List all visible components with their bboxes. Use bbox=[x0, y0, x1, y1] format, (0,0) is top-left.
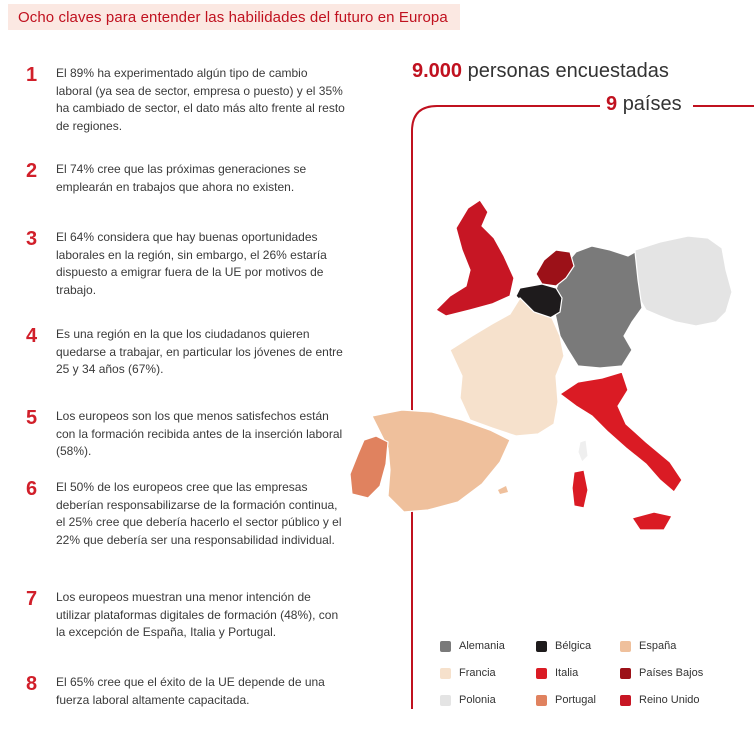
item-text: El 64% considera que hay buenas oportunidades laborales en la región, sin embargo, el 26% estaría dispuesto a emigrar fuera de la UE por motivos de trabajo. bbox=[56, 230, 327, 297]
legend-label: España bbox=[639, 640, 677, 652]
item-text: Es una región en la que los ciudadanos quieren quedarse a trabajar, en particular los jóvenes de entre 25 y 34 años (67%). bbox=[56, 327, 343, 376]
legend-label: Bélgica bbox=[555, 640, 592, 652]
page-title: Ocho claves para entender las habilidades del futuro en Europa bbox=[8, 4, 460, 30]
legend-label: Países Bajos bbox=[639, 667, 704, 679]
map-sicily bbox=[632, 512, 672, 530]
surveyed-stat bbox=[412, 60, 669, 83]
item-number: 1 bbox=[26, 64, 38, 86]
legend-item bbox=[620, 694, 700, 706]
item-number: 8 bbox=[26, 673, 38, 695]
legend-label: Italia bbox=[555, 667, 579, 679]
countries-label: países bbox=[622, 93, 682, 115]
legend-label: Alemania bbox=[459, 640, 505, 652]
item-text: El 89% ha experimentado algún tipo de cambio laboral (ya sea de sector, empresa o puesto) y el 35% ha cambiado de sector, el dato más alto frente al resto de regiones. bbox=[56, 66, 345, 133]
legend bbox=[440, 640, 740, 720]
legend-item bbox=[440, 667, 496, 679]
legend-swatch bbox=[620, 641, 631, 652]
legend-label: Francia bbox=[459, 667, 496, 679]
item-number: 7 bbox=[26, 588, 38, 610]
item-number: 4 bbox=[26, 325, 38, 347]
legend-swatch bbox=[536, 641, 547, 652]
item-number: 2 bbox=[26, 160, 38, 182]
surveyed-label: personas encuestadas bbox=[467, 60, 669, 82]
map-poland bbox=[634, 236, 732, 326]
map-portugal bbox=[350, 436, 388, 498]
item-text: Los europeos muestran una menor intención de utilizar plataformas digitales de formación (48%), con la excepción de España, Italia y Portugal. bbox=[56, 590, 339, 639]
surveyed-number: 9.000 bbox=[412, 60, 463, 82]
legend-item bbox=[620, 640, 676, 652]
map-balearic bbox=[498, 486, 508, 494]
item-text: El 74% cree que las próximas generaciones se emplearán en trabajos que ahora no existen. bbox=[56, 162, 307, 194]
legend-label: Polonia bbox=[459, 694, 496, 706]
legend-item bbox=[440, 640, 505, 652]
map-france bbox=[450, 298, 564, 436]
map-corsica bbox=[578, 440, 588, 462]
legend-swatch bbox=[536, 668, 547, 679]
item-number: 5 bbox=[26, 407, 38, 429]
legend-item bbox=[440, 694, 496, 706]
legend-swatch bbox=[440, 668, 451, 679]
map-united-kingdom bbox=[436, 200, 514, 316]
item-number: 6 bbox=[26, 478, 38, 500]
legend-label: Portugal bbox=[555, 694, 596, 706]
legend-item bbox=[620, 667, 703, 679]
legend-swatch bbox=[620, 668, 631, 679]
europe-map bbox=[330, 180, 754, 545]
legend-swatch bbox=[440, 641, 451, 652]
countries-number: 9 bbox=[606, 93, 618, 115]
legend-item bbox=[536, 694, 596, 706]
legend-label: Reino Unido bbox=[639, 694, 700, 706]
item-text: Los europeos son los que menos satisfechos están con la formación recibida antes de la inserción laboral (58%). bbox=[56, 409, 343, 458]
legend-swatch bbox=[536, 695, 547, 706]
item-text: El 65% cree que el éxito de la UE depende de una fuerza laboral altamente capacitada. bbox=[56, 675, 325, 707]
legend-swatch bbox=[440, 695, 451, 706]
item-text: El 50% de los europeos cree que las empresas deberían responsabilizarse de la formación continua, el 25% cree que debería hacerlo el sector público y el 22% que debería ser una responsabilidad individual. bbox=[56, 480, 342, 547]
legend-item bbox=[536, 640, 591, 652]
legend-swatch bbox=[620, 695, 631, 706]
legend-item bbox=[536, 667, 578, 679]
map-sardinia bbox=[572, 470, 588, 508]
item-number: 3 bbox=[26, 228, 38, 250]
